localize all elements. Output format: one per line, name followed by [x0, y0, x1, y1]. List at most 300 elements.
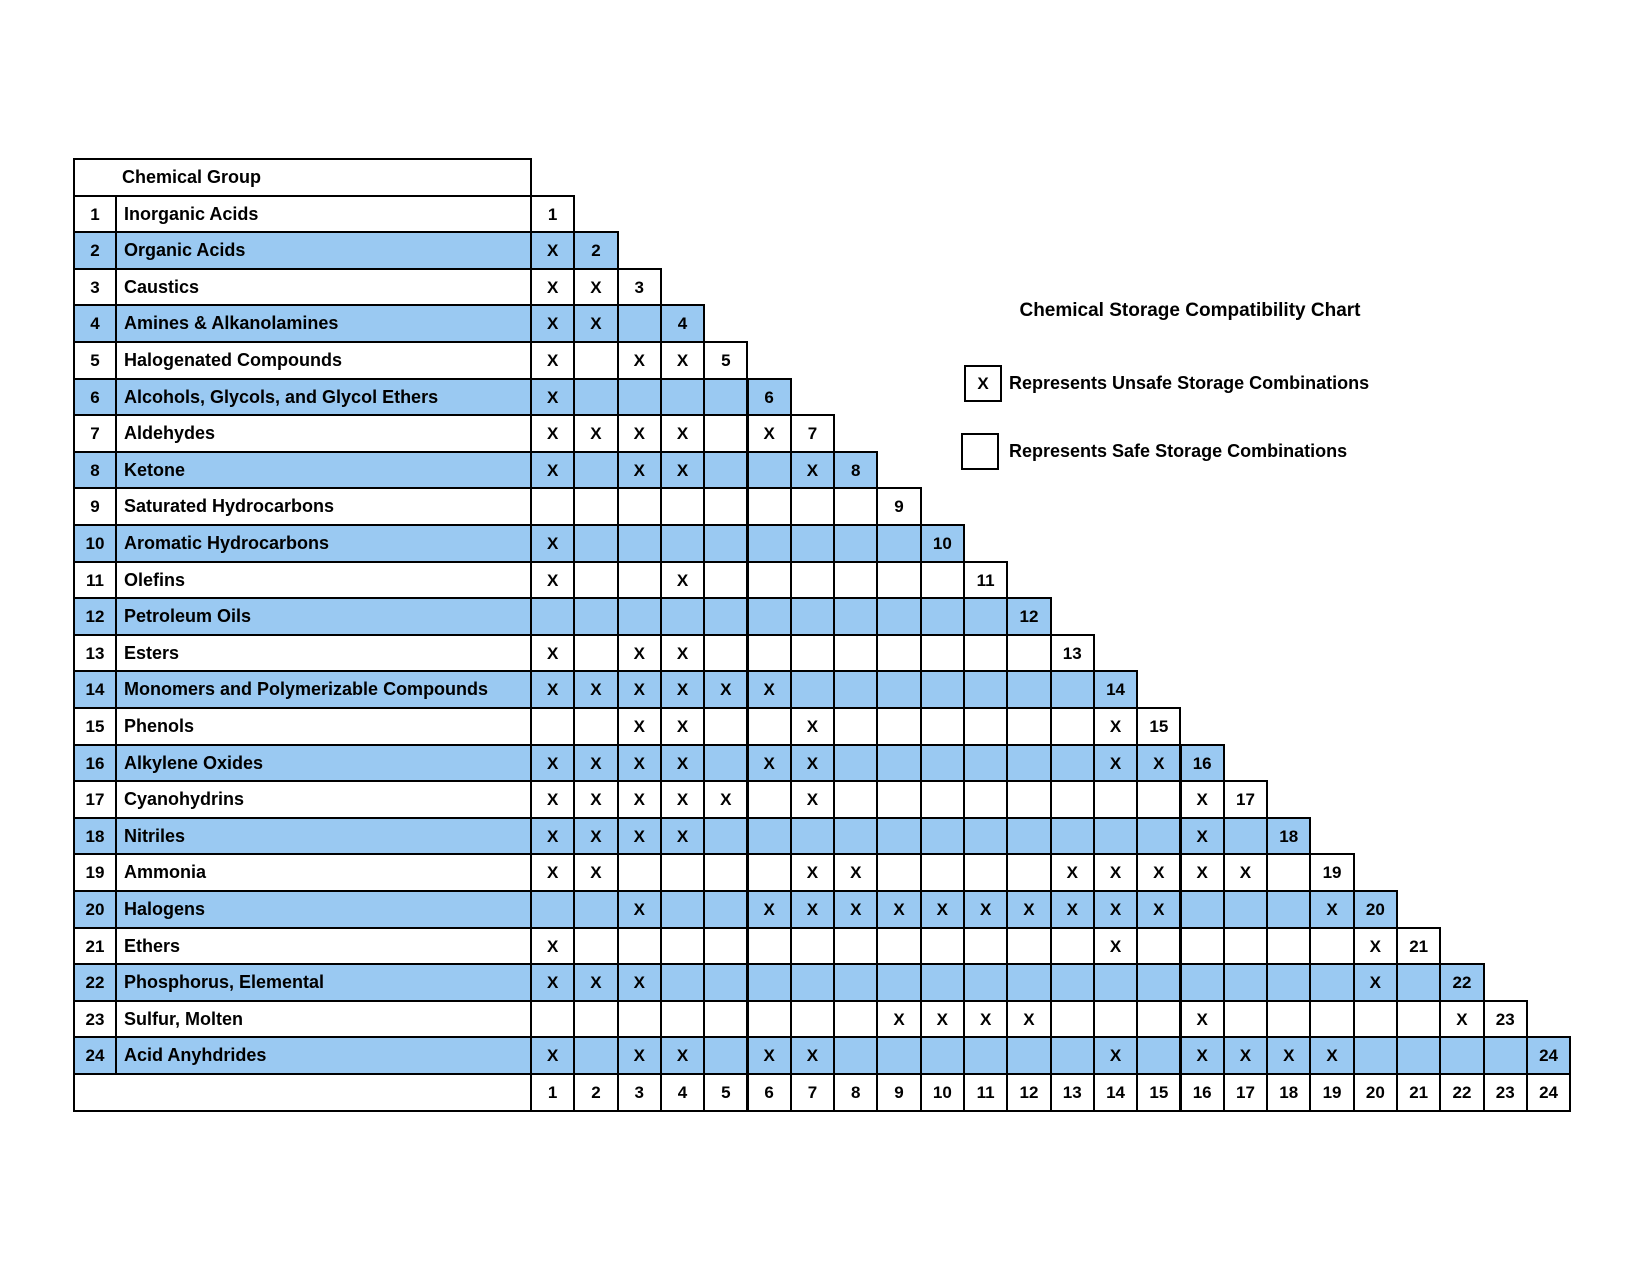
unsafe-cell: X: [530, 780, 575, 819]
axis-number: 6: [747, 1073, 792, 1112]
unsafe-cell: X: [1180, 1036, 1225, 1075]
unsafe-cell: X: [1050, 890, 1095, 929]
safe-cell: [1396, 1036, 1441, 1075]
safe-cell: [573, 1036, 618, 1075]
safe-cell: [747, 597, 792, 636]
safe-cell: [876, 524, 921, 563]
diagonal-cell: 22: [1439, 963, 1484, 1002]
unsafe-cell: X: [660, 1036, 705, 1075]
safe-cell: [1050, 670, 1095, 709]
unsafe-cell: X: [530, 451, 575, 490]
row-number: 11: [73, 561, 117, 600]
safe-cell: [876, 634, 921, 673]
row-name: Olefins: [115, 561, 532, 600]
diagonal-cell: 21: [1396, 927, 1441, 966]
safe-cell: [876, 963, 921, 1002]
safe-cell: [1136, 1000, 1181, 1039]
safe-cell: [920, 744, 965, 783]
unsafe-cell: X: [1180, 1000, 1225, 1039]
row-number: 17: [73, 780, 117, 819]
row-name: Halogenated Compounds: [115, 341, 532, 380]
axis-number: 10: [920, 1073, 965, 1112]
safe-cell: [703, 634, 748, 673]
safe-cell: [833, 780, 878, 819]
axis-number: 24: [1526, 1073, 1571, 1112]
unsafe-cell: X: [530, 304, 575, 343]
safe-cell: [1050, 780, 1095, 819]
unsafe-cell: X: [1136, 853, 1181, 892]
row-name: Ketone: [115, 451, 532, 490]
safe-cell: [747, 853, 792, 892]
diagonal-cell: 23: [1483, 1000, 1528, 1039]
safe-cell: [963, 963, 1008, 1002]
safe-cell: [573, 927, 618, 966]
unsafe-cell: X: [1223, 853, 1268, 892]
unsafe-cell: X: [530, 634, 575, 673]
safe-cell: [530, 890, 575, 929]
unsafe-cell: X: [660, 744, 705, 783]
safe-cell: [573, 378, 618, 417]
unsafe-cell: X: [1353, 963, 1398, 1002]
safe-cell: [790, 524, 835, 563]
safe-cell: [703, 597, 748, 636]
row-number: 15: [73, 707, 117, 746]
safe-cell: [660, 487, 705, 526]
safe-cell: [1223, 1000, 1268, 1039]
axis-number: 19: [1309, 1073, 1354, 1112]
unsafe-cell: X: [660, 780, 705, 819]
safe-cell: [747, 451, 792, 490]
unsafe-cell: X: [747, 1036, 792, 1075]
safe-cell: [1006, 853, 1051, 892]
safe-cell: [1396, 963, 1441, 1002]
safe-cell: [1439, 1036, 1484, 1075]
safe-cell: [1006, 817, 1051, 856]
safe-cell: [1093, 780, 1138, 819]
safe-cell: [573, 890, 618, 929]
safe-cell: [660, 890, 705, 929]
unsafe-cell: X: [573, 414, 618, 453]
diagonal-cell: 6: [747, 378, 792, 417]
safe-cell: [1266, 927, 1311, 966]
safe-cell: [1353, 1036, 1398, 1075]
safe-cell: [1136, 927, 1181, 966]
diagonal-cell: 24: [1526, 1036, 1571, 1075]
safe-cell: [530, 707, 575, 746]
safe-cell: [703, 1036, 748, 1075]
axis-number: 16: [1180, 1073, 1225, 1112]
safe-cell: [747, 1000, 792, 1039]
unsafe-cell: X: [530, 744, 575, 783]
diagonal-cell: 2: [573, 231, 618, 270]
row-number: 7: [73, 414, 117, 453]
safe-cell: [833, 634, 878, 673]
safe-cell: [617, 524, 662, 563]
axis-number: 12: [1006, 1073, 1051, 1112]
safe-cell: [747, 707, 792, 746]
safe-cell: [833, 524, 878, 563]
row-name: Nitriles: [115, 817, 532, 856]
safe-cell: [1180, 927, 1225, 966]
axis-number: 17: [1223, 1073, 1268, 1112]
unsafe-cell: X: [703, 670, 748, 709]
axis-number: 9: [876, 1073, 921, 1112]
safe-cell: [660, 927, 705, 966]
safe-cell: [703, 744, 748, 783]
safe-cell: [703, 451, 748, 490]
row-number: 6: [73, 378, 117, 417]
unsafe-cell: X: [1093, 707, 1138, 746]
unsafe-cell: X: [573, 853, 618, 892]
safe-cell: [573, 1000, 618, 1039]
safe-cell: [1483, 1036, 1528, 1075]
unsafe-cell: X: [1180, 853, 1225, 892]
safe-cell: [876, 817, 921, 856]
axis-number: 15: [1136, 1073, 1181, 1112]
safe-legend-box: [961, 433, 999, 470]
unsafe-cell: X: [617, 414, 662, 453]
row-name: Phosphorus, Elemental: [115, 963, 532, 1002]
unsafe-cell: X: [1093, 927, 1138, 966]
safe-cell: [703, 853, 748, 892]
safe-cell: [703, 927, 748, 966]
unsafe-cell: X: [1136, 744, 1181, 783]
safe-cell: [1136, 817, 1181, 856]
row-name: Aromatic Hydrocarbons: [115, 524, 532, 563]
unsafe-cell: X: [660, 341, 705, 380]
row-name: Sulfur, Molten: [115, 1000, 532, 1039]
row-number: 22: [73, 963, 117, 1002]
safe-cell: [833, 707, 878, 746]
safe-cell: [1136, 1036, 1181, 1075]
unsafe-cell: X: [1309, 1036, 1354, 1075]
unsafe-x-mark: X: [977, 374, 989, 393]
diagonal-cell: 17: [1223, 780, 1268, 819]
safe-cell: [963, 780, 1008, 819]
safe-cell: [1006, 780, 1051, 819]
safe-cell: [1266, 963, 1311, 1002]
unsafe-cell: X: [876, 1000, 921, 1039]
row-name: Monomers and Polymerizable Compounds: [115, 670, 532, 709]
safe-cell: [660, 963, 705, 1002]
unsafe-cell: X: [617, 451, 662, 490]
diagonal-cell: 16: [1180, 744, 1225, 783]
row-number: 3: [73, 268, 117, 307]
unsafe-cell: X: [920, 890, 965, 929]
row-name: Ethers: [115, 927, 532, 966]
safe-cell: [1309, 963, 1354, 1002]
row-number: 8: [73, 451, 117, 490]
safe-cell: [920, 927, 965, 966]
safe-cell: [703, 487, 748, 526]
diagonal-cell: 20: [1353, 890, 1398, 929]
safe-cell: [747, 561, 792, 600]
safe-cell: [573, 524, 618, 563]
safe-cell: [790, 487, 835, 526]
safe-cell: [1180, 963, 1225, 1002]
safe-cell: [530, 597, 575, 636]
safe-cell: [703, 890, 748, 929]
unsafe-cell: X: [530, 231, 575, 270]
row-name: Saturated Hydrocarbons: [115, 487, 532, 526]
row-number: 19: [73, 853, 117, 892]
unsafe-cell: X: [660, 670, 705, 709]
axis-number: 3: [617, 1073, 662, 1112]
safe-cell: [1006, 707, 1051, 746]
row-name: Petroleum Oils: [115, 597, 532, 636]
safe-cell: [963, 927, 1008, 966]
safe-cell: [617, 927, 662, 966]
safe-cell: [833, 817, 878, 856]
row-number: 13: [73, 634, 117, 673]
safe-cell: [876, 561, 921, 600]
safe-cell: [1093, 817, 1138, 856]
safe-cell: [833, 487, 878, 526]
unsafe-cell: X: [963, 1000, 1008, 1039]
safe-cell: [963, 634, 1008, 673]
safe-cell: [1050, 707, 1095, 746]
safe-cell: [747, 634, 792, 673]
safe-cell: [747, 487, 792, 526]
safe-cell: [876, 927, 921, 966]
safe-cell: [790, 817, 835, 856]
row-number: 1: [73, 195, 117, 234]
safe-cell: [747, 963, 792, 1002]
unsafe-cell: X: [617, 341, 662, 380]
unsafe-cell: X: [1309, 890, 1354, 929]
diagonal-cell: 5: [703, 341, 748, 380]
safe-cell: [1006, 744, 1051, 783]
safe-cell: [1180, 890, 1225, 929]
unsafe-cell: X: [790, 707, 835, 746]
diagonal-cell: 12: [1006, 597, 1051, 636]
safe-cell: [833, 670, 878, 709]
safe-cell: [1050, 927, 1095, 966]
unsafe-cell: X: [1180, 817, 1225, 856]
unsafe-cell: X: [1093, 1036, 1138, 1075]
safe-cell: [573, 487, 618, 526]
row-number: 23: [73, 1000, 117, 1039]
safe-cell: [660, 524, 705, 563]
safe-cell: [1136, 780, 1181, 819]
unsafe-cell: X: [617, 634, 662, 673]
diagonal-cell: 15: [1136, 707, 1181, 746]
unsafe-cell: X: [573, 817, 618, 856]
safe-cell: [963, 707, 1008, 746]
unsafe-cell: X: [573, 268, 618, 307]
unsafe-cell: X: [1266, 1036, 1311, 1075]
row-name: Alcohols, Glycols, and Glycol Ethers: [115, 378, 532, 417]
unsafe-cell: X: [617, 890, 662, 929]
safe-cell: [747, 780, 792, 819]
safe-cell: [1223, 890, 1268, 929]
diagonal-cell: 8: [833, 451, 878, 490]
safe-cell: [1006, 1036, 1051, 1075]
unsafe-legend-label: Represents Unsafe Storage Combinations: [1009, 373, 1370, 393]
safe-cell: [1266, 1000, 1311, 1039]
safe-cell: [660, 597, 705, 636]
unsafe-cell: X: [1006, 1000, 1051, 1039]
safe-cell: [833, 744, 878, 783]
diagonal-cell: 3: [617, 268, 662, 307]
safe-cell: [1006, 634, 1051, 673]
unsafe-cell: X: [530, 963, 575, 1002]
safe-cell: [920, 707, 965, 746]
chart-title: Chemical Storage Compatibility Chart: [1019, 300, 1361, 321]
unsafe-cell: X: [530, 561, 575, 600]
axis-number: 5: [703, 1073, 748, 1112]
safe-cell: [1050, 744, 1095, 783]
unsafe-cell: X: [660, 707, 705, 746]
safe-cell: [617, 304, 662, 343]
unsafe-cell: X: [573, 744, 618, 783]
safe-cell: [573, 561, 618, 600]
axis-spacer-cell: [73, 1073, 532, 1112]
safe-cell: [963, 817, 1008, 856]
safe-cell: [920, 963, 965, 1002]
safe-cell: [963, 597, 1008, 636]
safe-cell: [920, 670, 965, 709]
table-header-chemical-group: Chemical Group: [73, 158, 532, 197]
row-number: 2: [73, 231, 117, 270]
safe-cell: [1353, 1000, 1398, 1039]
safe-cell: [747, 524, 792, 563]
unsafe-cell: X: [530, 817, 575, 856]
diagonal-cell: 19: [1309, 853, 1354, 892]
diagonal-cell: 7: [790, 414, 835, 453]
safe-cell: [790, 927, 835, 966]
unsafe-cell: X: [747, 744, 792, 783]
unsafe-cell: X: [660, 561, 705, 600]
safe-cell: [747, 927, 792, 966]
row-name: Organic Acids: [115, 231, 532, 270]
unsafe-cell: X: [833, 890, 878, 929]
unsafe-cell: X: [617, 670, 662, 709]
unsafe-cell: X: [790, 744, 835, 783]
safe-cell: [920, 597, 965, 636]
safe-cell: [573, 341, 618, 380]
unsafe-cell: X: [920, 1000, 965, 1039]
safe-cell: [1050, 817, 1095, 856]
safe-cell: [876, 597, 921, 636]
unsafe-cell: X: [530, 524, 575, 563]
safe-cell: [617, 853, 662, 892]
safe-cell: [920, 634, 965, 673]
safe-cell: [703, 963, 748, 1002]
safe-cell: [703, 817, 748, 856]
unsafe-cell: X: [790, 853, 835, 892]
unsafe-cell: X: [530, 853, 575, 892]
safe-cell: [1223, 963, 1268, 1002]
unsafe-cell: X: [573, 304, 618, 343]
unsafe-cell: X: [573, 780, 618, 819]
unsafe-cell: X: [1050, 853, 1095, 892]
unsafe-cell: X: [1180, 780, 1225, 819]
unsafe-cell: X: [617, 1036, 662, 1075]
unsafe-cell: X: [876, 890, 921, 929]
safe-cell: [1223, 927, 1268, 966]
safe-cell: [876, 780, 921, 819]
row-number: 20: [73, 890, 117, 929]
unsafe-cell: X: [617, 963, 662, 1002]
row-name: Caustics: [115, 268, 532, 307]
unsafe-cell: X: [1006, 890, 1051, 929]
unsafe-cell: X: [963, 890, 1008, 929]
unsafe-cell: X: [617, 780, 662, 819]
axis-number: 13: [1050, 1073, 1095, 1112]
diagonal-cell: 18: [1266, 817, 1311, 856]
row-number: 14: [73, 670, 117, 709]
safe-cell: [833, 927, 878, 966]
safe-cell: [833, 561, 878, 600]
unsafe-cell: X: [1439, 1000, 1484, 1039]
diagonal-cell: 10: [920, 524, 965, 563]
safe-cell: [1050, 963, 1095, 1002]
row-name: Alkylene Oxides: [115, 744, 532, 783]
unsafe-cell: X: [747, 414, 792, 453]
safe-cell: [1266, 853, 1311, 892]
safe-cell: [1309, 1000, 1354, 1039]
unsafe-cell: X: [833, 853, 878, 892]
unsafe-cell: X: [530, 927, 575, 966]
row-number: 24: [73, 1036, 117, 1075]
axis-number: 2: [573, 1073, 618, 1112]
safe-cell: [573, 451, 618, 490]
safe-cell: [573, 634, 618, 673]
row-name: Phenols: [115, 707, 532, 746]
safe-cell: [876, 744, 921, 783]
safe-cell: [920, 1036, 965, 1075]
safe-cell: [876, 853, 921, 892]
row-number: 9: [73, 487, 117, 526]
row-number: 5: [73, 341, 117, 380]
diagonal-cell: 9: [876, 487, 921, 526]
diagonal-cell: 1: [530, 195, 575, 234]
unsafe-cell: X: [747, 890, 792, 929]
unsafe-cell: X: [790, 1036, 835, 1075]
unsafe-cell: X: [703, 780, 748, 819]
safe-cell: [876, 670, 921, 709]
safe-cell: [703, 414, 748, 453]
row-number: 4: [73, 304, 117, 343]
safe-cell: [963, 853, 1008, 892]
axis-number: 22: [1439, 1073, 1484, 1112]
safe-cell: [833, 1000, 878, 1039]
safe-cell: [963, 744, 1008, 783]
safe-cell: [617, 487, 662, 526]
unsafe-cell: X: [530, 341, 575, 380]
safe-cell: [1050, 1000, 1095, 1039]
diagonal-cell: 13: [1050, 634, 1095, 673]
safe-cell: [747, 817, 792, 856]
axis-number: 20: [1353, 1073, 1398, 1112]
safe-cell: [790, 634, 835, 673]
unsafe-cell: X: [617, 817, 662, 856]
unsafe-cell: X: [660, 414, 705, 453]
diagonal-cell: 4: [660, 304, 705, 343]
unsafe-cell: X: [617, 744, 662, 783]
axis-number: 18: [1266, 1073, 1311, 1112]
unsafe-cell: X: [530, 414, 575, 453]
safe-cell: [660, 853, 705, 892]
row-name: Amines & Alkanolamines: [115, 304, 532, 343]
safe-cell: [1093, 1000, 1138, 1039]
safe-cell: [1266, 890, 1311, 929]
safe-cell: [920, 561, 965, 600]
axis-number: 1: [530, 1073, 575, 1112]
axis-number: 23: [1483, 1073, 1528, 1112]
safe-cell: [790, 1000, 835, 1039]
